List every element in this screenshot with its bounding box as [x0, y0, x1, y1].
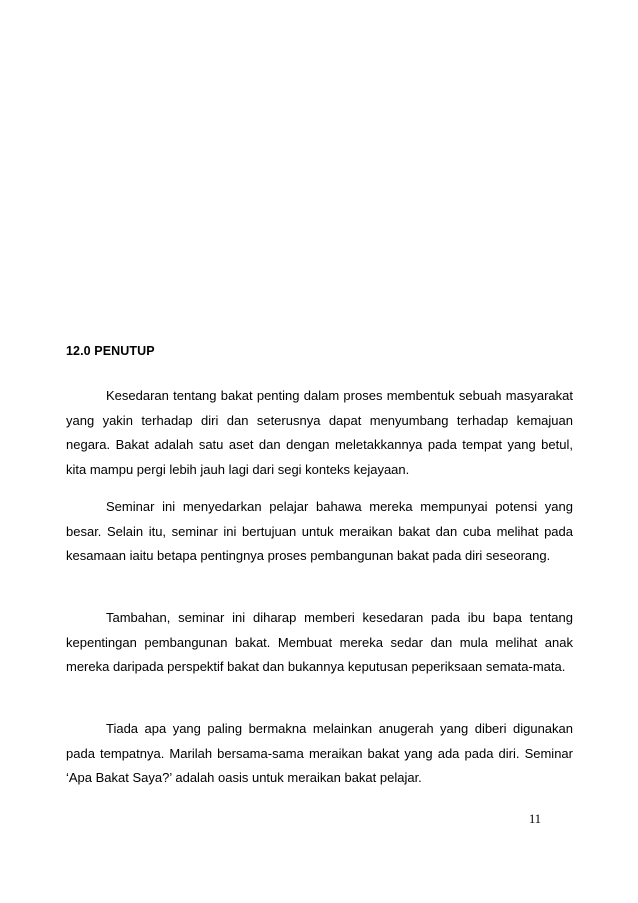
- paragraph-1: Kesedaran tentang bakat penting dalam proses membentuk sebuah masyarakat yang yakin terhadap diri dan seterusnya dapat menyumbang terhadap kemajuan negara. Bakat adalah satu aset dan dengan meletakkannya pada tempat yang betul, kita mampu pergi lebih jauh lagi dari segi konteks kejayaan.: [66, 388, 573, 477]
- paragraph-3: Tambahan, seminar ini diharap memberi kesedaran pada ibu bapa tentang kepentingan pembangunan bakat. Membuat mereka sedar dan mula melihat anak mereka daripada perspektif bakat dan bukannya keputusan peperiksaan semata-mata.: [66, 610, 573, 674]
- paragraph-2: Seminar ini menyedarkan pelajar bahawa mereka mempunyai potensi yang besar. Selain itu, seminar ini bertujuan untuk meraikan bakat dan cuba melihat pada kesamaan iaitu betapa pentingnya proses pembangunan bakat pada diri seseorang.: [66, 499, 573, 563]
- section-heading: 12.0 PENUTUP: [66, 344, 155, 358]
- paragraph-4: Tiada apa yang paling bermakna melainkan anugerah yang diberi digunakan pada tempatnya. Marilah bersama-sama meraikan bakat yang ada pada diri. Seminar ‘Apa Bakat Saya?’ adalah oasis untuk meraikan bakat pelajar.: [66, 721, 573, 785]
- page-number: 11: [529, 812, 542, 826]
